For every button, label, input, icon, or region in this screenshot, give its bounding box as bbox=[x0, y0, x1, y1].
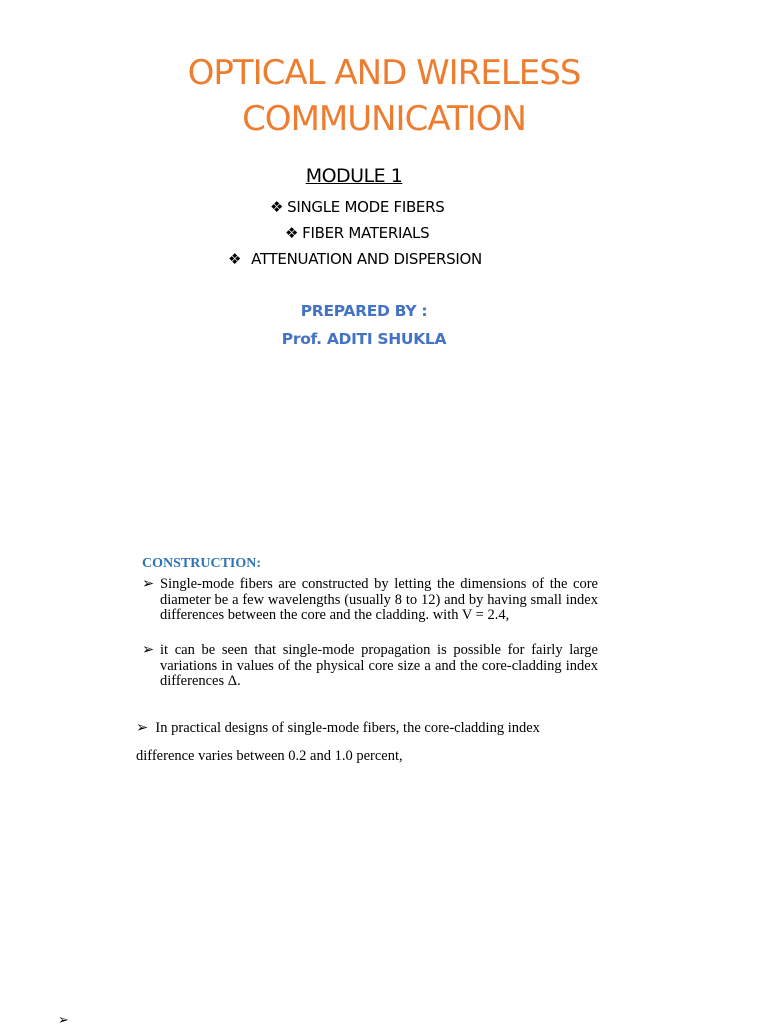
topic-label: FIBER MATERIALS bbox=[302, 224, 430, 242]
arrow-bullet-icon: ➢ bbox=[58, 1012, 69, 1027]
diamond-bullet-icon: ❖ bbox=[228, 250, 242, 268]
title-line-1: OPTICAL AND WIRELESS bbox=[187, 53, 581, 93]
topic-label: SINGLE MODE FIBERS bbox=[287, 198, 445, 216]
document-title bbox=[0, 50, 768, 142]
topic-item bbox=[228, 250, 482, 268]
practical-text-1: In practical designs of single-mode fibers, the core-cladding index bbox=[155, 720, 540, 736]
author-name: Prof. ADITI SHUKLA bbox=[281, 330, 447, 348]
arrow-bullet-icon: ➢ bbox=[142, 642, 155, 658]
construction-heading: CONSTRUCTION: bbox=[142, 556, 262, 571]
point-text: Single-mode fibers are constructed by letting the dimensions of the core diameter be a few wavelengths (usually 8 to 12) and by having small index differences between the core and the cladding. with V = 2.4, bbox=[160, 576, 598, 623]
practical-text-2: difference varies between 0.2 and 1.0 percent, bbox=[136, 748, 403, 764]
prepared-by-label: PREPARED BY : bbox=[300, 302, 428, 320]
arrow-bullet-icon: ➢ bbox=[136, 720, 149, 736]
practical-design-line bbox=[136, 720, 636, 737]
construction-point bbox=[142, 643, 598, 690]
topic-label: ATTENUATION AND DISPERSION bbox=[251, 250, 482, 268]
topic-item bbox=[285, 224, 429, 242]
module-heading: MODULE 1 bbox=[305, 165, 403, 187]
diamond-bullet-icon: ❖ bbox=[285, 224, 299, 242]
title-line-2: COMMUNICATION bbox=[242, 99, 526, 139]
construction-point bbox=[142, 577, 598, 624]
point-text: it can be seen that single-mode propagation is possible for fairly large variations in values of the physical core size a and the core-cladding index differences Δ. bbox=[160, 642, 598, 689]
arrow-bullet-icon: ➢ bbox=[142, 576, 155, 592]
diamond-bullet-icon: ❖ bbox=[270, 198, 284, 216]
topic-item bbox=[270, 198, 444, 216]
